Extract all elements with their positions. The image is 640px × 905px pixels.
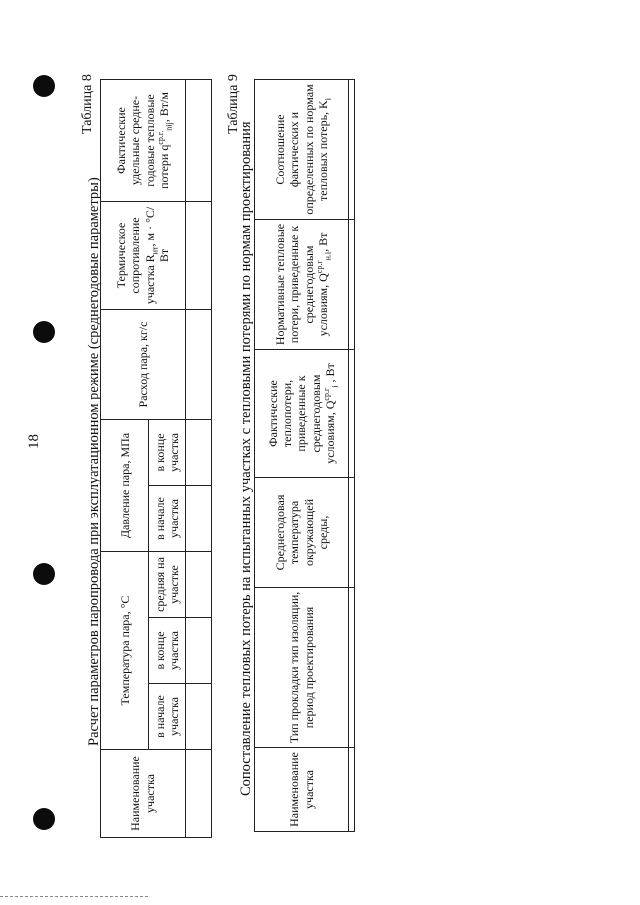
t9-actual-losses-sym: Q bbox=[323, 400, 338, 410]
table8-label: Таблица 8 bbox=[80, 74, 95, 134]
t9-norm-losses-sym: Q bbox=[315, 273, 330, 282]
t8-header-section-name: Наименование участка bbox=[101, 750, 186, 838]
t9-empty-row bbox=[349, 80, 355, 832]
t9-cell bbox=[349, 80, 355, 220]
page-number: 18 bbox=[26, 434, 42, 449]
t8-cell bbox=[185, 552, 211, 618]
t8-cell bbox=[185, 750, 211, 838]
t8-header-actual-loss bbox=[101, 80, 186, 202]
t9-header-actual-losses bbox=[255, 350, 349, 478]
table8 bbox=[100, 79, 212, 838]
t8-empty-row bbox=[185, 80, 211, 838]
t8-header-steam-flow: Расход пара, кг/с bbox=[101, 310, 186, 420]
t8-thermal-resistance-sub: ит bbox=[150, 246, 160, 255]
t8-header-temp-avg: средняя на участке bbox=[149, 552, 185, 618]
t9-cell bbox=[349, 478, 355, 588]
t8-actual-loss-sup: ср.г. bbox=[156, 130, 166, 145]
table9 bbox=[254, 79, 355, 832]
t9-actual-losses-units: , Вт bbox=[323, 363, 338, 386]
t8-cell bbox=[185, 684, 211, 750]
t9-norm-losses-units: , Вт bbox=[315, 232, 330, 252]
t8-header-pres-start: в начале участка bbox=[149, 486, 185, 552]
t9-norm-losses-text: Нормативные тепловые потери, приведенные к среднегодовым условиям, bbox=[272, 223, 330, 346]
punch-hole-lower-middle bbox=[33, 563, 55, 585]
t8-actual-loss-text: Фактические удельные средне-годовые тепловые потери q bbox=[114, 94, 172, 189]
t8-cell bbox=[185, 420, 211, 486]
t8-header-temp-end: в конце участка bbox=[149, 618, 185, 684]
t8-cell bbox=[185, 80, 211, 202]
scan-edge-mark bbox=[0, 896, 148, 898]
t8-header-temp-start: в начале участка bbox=[149, 684, 185, 750]
t9-cell bbox=[349, 350, 355, 478]
t8-thermal-resistance-units: , м · °С/Вт bbox=[142, 206, 172, 263]
t9-cell bbox=[349, 748, 355, 832]
t8-thermal-resistance-text: Термическое сопротивление участка R bbox=[114, 217, 157, 305]
t9-header-section-name: Наименование участка bbox=[255, 748, 349, 832]
t8-header-pres-end: в конце участка bbox=[149, 420, 185, 486]
t9-header-avg-ambient: Среднегодовая температура окружающей среды, bbox=[255, 478, 349, 588]
t8-header-thermal-resistance bbox=[101, 202, 186, 310]
table9-label: Таблица 9 bbox=[226, 74, 241, 134]
table9-caption: Сопоставление тепловых потерь на испытанных участках с тепловыми потерями по нормам проектирования bbox=[238, 121, 254, 796]
t9-actual-losses-text: Фактические теплопотери, приведенные к среднегодовым условиям, bbox=[265, 374, 338, 464]
t9-cell bbox=[349, 588, 355, 748]
table8-caption: Расчет параметров паропровода при эксплуатационном режиме (среднегодовые параметры) bbox=[86, 177, 102, 746]
punch-hole-top bbox=[33, 75, 55, 97]
t8-cell bbox=[185, 486, 211, 552]
t8-header-steam-pressure: Давление пара, МПа bbox=[101, 420, 149, 552]
t9-norm-losses-sup: ср.г bbox=[314, 260, 324, 274]
t9-ratio-sub: i bbox=[323, 98, 333, 101]
t8-cell bbox=[185, 618, 211, 684]
t8-actual-loss-units: , Вт/м bbox=[157, 92, 172, 123]
t8-cell bbox=[185, 310, 211, 420]
t8-cell bbox=[185, 202, 211, 310]
t9-actual-losses-sup: ср.г bbox=[322, 387, 332, 401]
t9-cell bbox=[349, 220, 355, 350]
t8-header-steam-temp: Температура пара, °С bbox=[101, 552, 149, 750]
t9-header-laying-type: Тип прокладки тип изоляции, период проектирования bbox=[255, 588, 349, 748]
t9-norm-losses-sub: н.i bbox=[323, 251, 333, 261]
t9-ratio-text: Соотношение фактических и определенных по нормам тепловых потерь, K bbox=[272, 84, 330, 215]
t9-header-ratio bbox=[255, 80, 349, 220]
t8-actual-loss-sub: nij bbox=[164, 122, 174, 131]
t9-actual-losses-sub: i bbox=[330, 385, 340, 388]
punch-hole-upper-middle bbox=[33, 321, 55, 343]
punch-hole-bottom bbox=[33, 808, 55, 830]
t9-header-norm-losses bbox=[255, 220, 349, 350]
